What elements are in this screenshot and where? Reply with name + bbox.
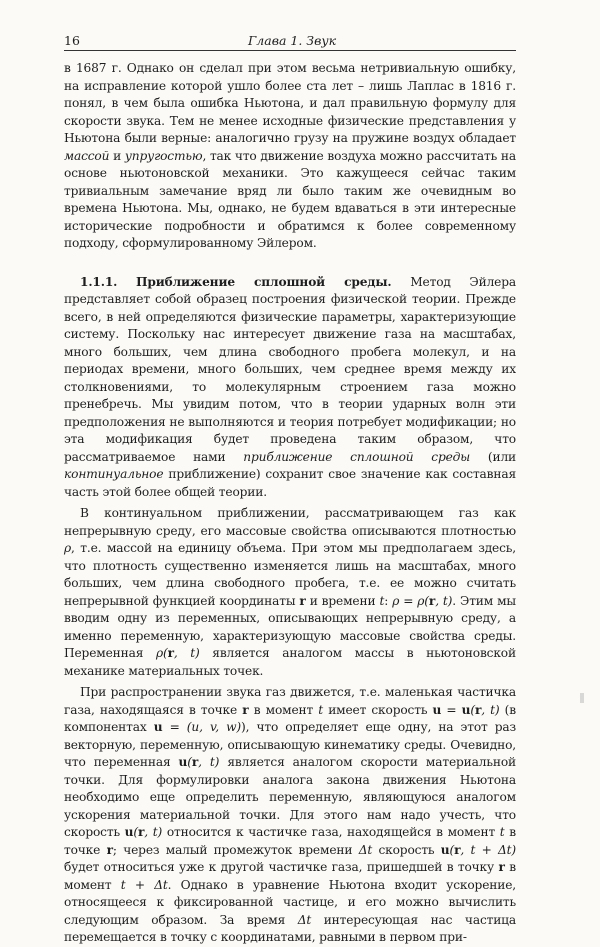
page-number: 16 — [64, 33, 80, 48]
paragraph-velocity: При распространении звука газ движется, т.е. маленькая частичка газа, находящаяся в точке r в момент t имеет скорость u = u(r, t) (в компонентах u = (u, v, w)), что определяет еще одну, на этот раз векторную, переменную, описывающую кинематику среды. Очевидно, что переменная u(r, t) является аналогом скорости материальной точки. Для формулировки аналога закона движения Ньютона необходимо еще определить переменную, являющуюся аналогом ускорения материальной точки. Для этого нам надо учесть, что скорость u(r, t) относится к частичке газа, находящейся в момент t в точке r; через малый промежуток времени Δt скорость u(r, t + Δt) будет относиться уже к другой частичке газа, пришедшей в точку r в момент t + Δt. Однако в уравнение Ньютона входит ускорение, относящееся к фиксированной частице, и его можно вычислить следующим образом. За время Δt интересующая нас частица перемещается в точку с координатами, равными в первом при- — [64, 685, 517, 944]
running-header — [64, 30, 516, 51]
paragraph-continuum: В континуальном приближении, рассматривающем газ как непрерывную среду, его массовые свойства описываются плотностью ρ, т.е. массой на единицу объема. При этом мы предполагаем здесь, что плотность существенно изменяется лишь на масштабах, много больших, чем длина свободного пробега, т.е. ее можно считать непрерывной функцией координаты r и времени t: ρ = ρ(r, t). Этим мы вводим одну из переменных, описывающих непрерывную среду, а именно переменную, характеризующую массовые свойства среды. Переменная ρ(r, t) является аналогом массы в ньютоновской механике материальных точек. — [64, 506, 516, 678]
book-page — [64, 30, 516, 947]
paragraph-intro: в 1687 г. Однако он сделал при этом весьма нетривиальную ошибку, на исправление которой ушло более ста лет – лишь Лаплас в 1816 г. понял, в чем была ошибка Ньютона, и дал правильную формулу для скорости звука. Тем не менее исходные физические представления у Ньютона были верные: аналогично грузу на пружине воздух обладает массой и упругостью, так что движение воздуха можно рассчитать на основе ньютоновской механики. Это кажущееся сейчас таким тривиальным замечание вряд ли было таким же очевидным во времена Ньютона. Мы, однако, не будем вдаваться в эти интересные исторические подробности и обратимся к более современному подходу, сформулированному Эйлером. — [64, 61, 516, 250]
body-text — [64, 60, 516, 947]
section-paragraph: 1.1.1. Приближение сплошной среды. Метод Эйлера представляет собой образец построения физической теории. Прежде всего, в ней определяются физические параметры, характеризующие систему. Поскольку нас интересует движение газа на масштабах, много больших, чем длина свободного пробега молекул, и на периодах времени, много больших, чем среднее время между их столкновениями, то молекулярным строением газа можно пренебречь. Мы увидим потом, что в теории ударных волн эти предположения не выполняются и теория потребует модификации; но эта модификация будет проведена таким образом, что рассматриваемое нами приближение сплошной среды (или континуальное приближение) сохранит свое значение как составная часть этой более общей теории. — [64, 274, 517, 499]
section-title: Приближение сплошной среды. — [135, 274, 392, 289]
scan-margin-mark — [580, 693, 584, 703]
chapter-title: Глава 1. Звук — [248, 33, 337, 48]
section-number: 1.1.1. — [80, 274, 118, 289]
